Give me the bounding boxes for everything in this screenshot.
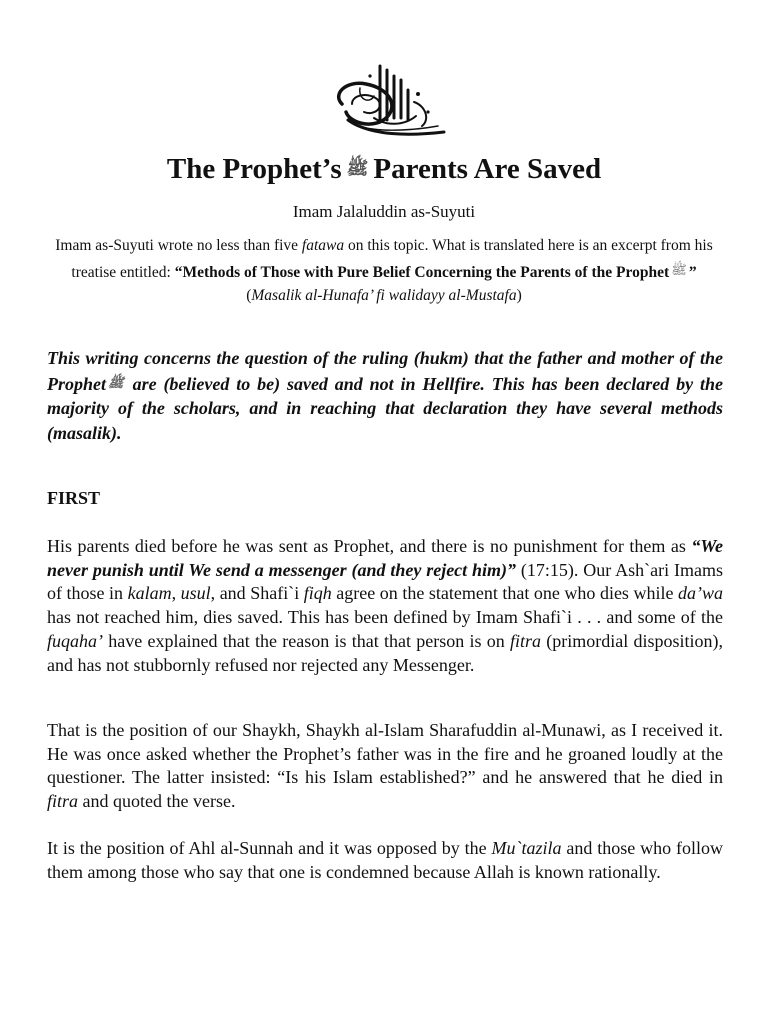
- intro-text: ): [516, 287, 522, 304]
- paragraph-text: and quoted the verse.: [78, 791, 236, 812]
- salawat-symbol-icon: ﷺ: [346, 158, 369, 178]
- title-text-after: Parents Are Saved: [373, 153, 602, 185]
- abstract-paragraph: [47, 346, 723, 445]
- paragraph-second: [47, 719, 723, 814]
- author-name: Imam Jalaluddin as-Suyuti: [292, 202, 476, 221]
- paragraph-text: and those who follow them among those who say that one is condemned because Allah is known rationally.: [47, 838, 724, 882]
- term-mutazila: Mu`tazila: [491, 838, 562, 858]
- section-heading: FIRST: [47, 488, 101, 508]
- basmala-calligraphy-logo: [330, 60, 448, 142]
- intro-treatise-title: “Methods of Those with Pure Belief Concerning the Parents of the Prophet: [174, 263, 670, 281]
- page-title: [0, 153, 768, 186]
- abstract-text: This writing concerns the question of the ruling (hukm) that the father and mother of the Prophet: [47, 348, 723, 394]
- paragraph-text: has not reached him, dies saved. This has been defined by Imam Shafi`i . . . and some of the: [47, 607, 723, 628]
- term-kalam: kalam: [127, 583, 172, 604]
- paragraph-text: ,: [171, 583, 181, 604]
- term-fiqh: fiqh: [303, 583, 332, 604]
- term-fitra: fitra: [509, 630, 541, 651]
- term-fitra: fitra: [47, 791, 79, 812]
- paragraph-text: , and Shafi`i: [210, 583, 304, 604]
- term-dawa: da’wa: [678, 583, 723, 604]
- intro-note: [47, 234, 721, 308]
- paragraph-text: (primordial disposition), and has not stubbornly refused nor rejected any Messenger.: [47, 630, 723, 675]
- paragraph-text: His parents died before he was sent as Prophet, and there is no punishment for them as: [47, 536, 692, 556]
- paragraph-text: (17:15). Our Ash`ari Imams of those in: [47, 559, 724, 604]
- paragraph-text: have explained that the reason is that that person is on: [103, 630, 510, 651]
- paragraph-text: That is the position of our Shaykh, Shaykh al-Islam Sharafuddin al-Munawi, as I received it. He was once asked whether the Prophet’s father was in the fire and he groaned loudly at the questioner. The latter insisted: “Is his Islam established?” and he answered that he died in: [47, 720, 723, 788]
- intro-arabic-title: Masalik al-Hunafa’ fi walidayy al-Mustafa: [251, 287, 517, 304]
- intro-text: on this topic. What is translated here is an excerpt from his treatise entitled:: [71, 237, 713, 281]
- abstract-text: are (believed to be) saved and not in Hellfire. This has been declared by the majority of the scholars, and in reaching that declaration they have several methods (masalik).: [47, 373, 723, 443]
- paragraph-text: agree on the statement that one who dies while: [331, 583, 678, 604]
- title-text-before: The Prophet’s: [166, 153, 342, 185]
- quran-quote: “We never punish until We send a messenger (and they reject him)”: [47, 536, 723, 580]
- paragraph-third: [47, 837, 723, 884]
- intro-treatise-title-close: ”: [688, 263, 697, 281]
- intro-text: (: [246, 287, 252, 304]
- paragraph-text: It is the position of Ahl al-Sunnah and it was opposed by the: [47, 838, 492, 858]
- term-fuqaha: fuqaha’: [47, 630, 103, 651]
- salawat-symbol-icon: ﷺ: [108, 374, 124, 390]
- term-usul: usul: [180, 583, 211, 604]
- paragraph-first: [47, 535, 723, 677]
- intro-term-fatawa: fatawa: [301, 237, 345, 254]
- salawat-symbol-icon: ﷺ: [671, 261, 687, 277]
- intro-text: Imam as-Suyuti wrote no less than five: [55, 237, 302, 254]
